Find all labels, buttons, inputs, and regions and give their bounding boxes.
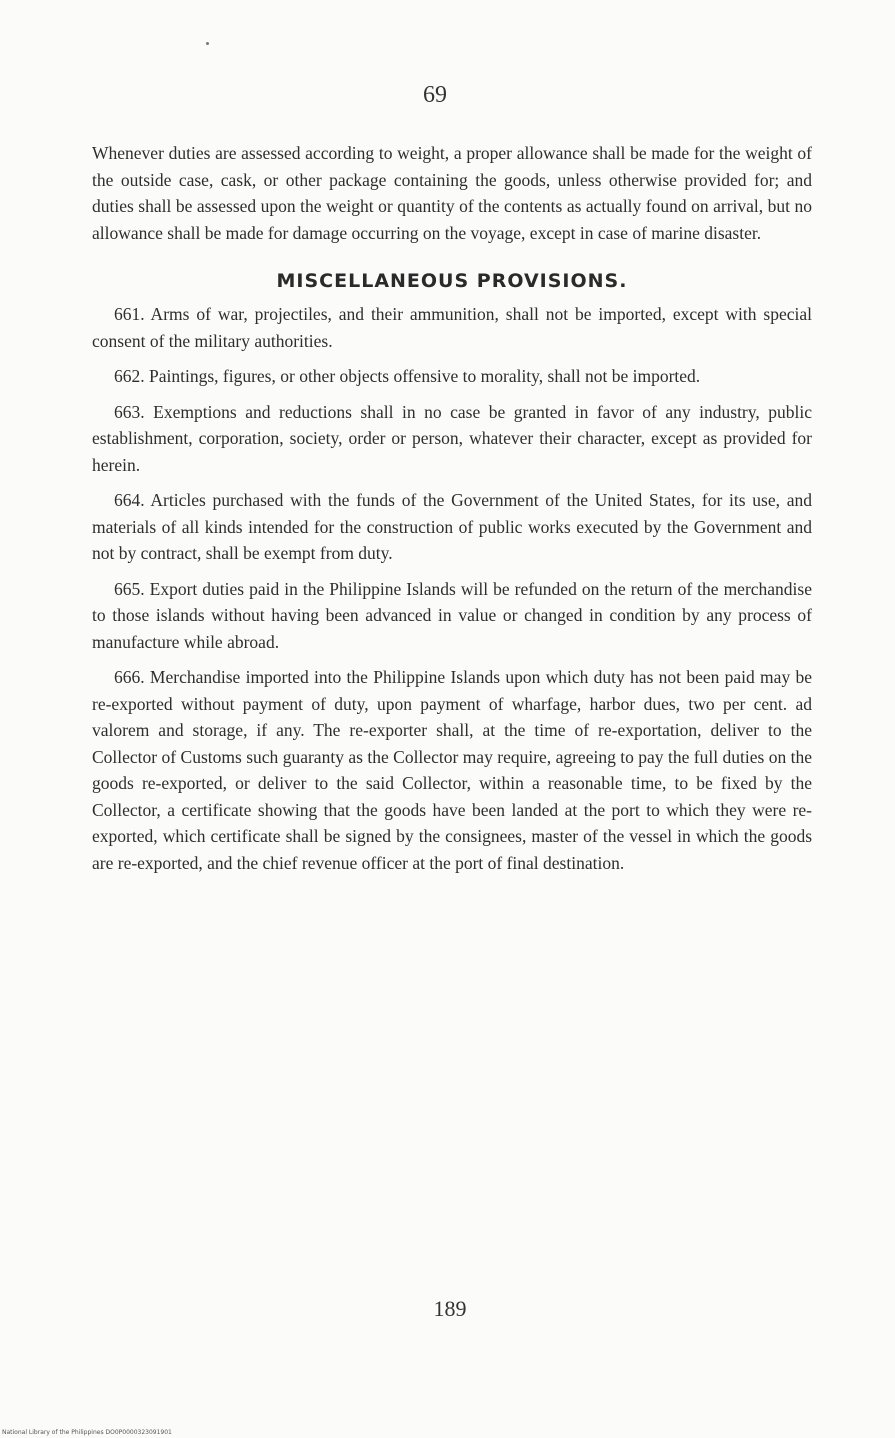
page-body	[92, 140, 812, 876]
scan-speck	[206, 42, 209, 45]
footer-credit: National Library of the Philippines DO0P0000323091901	[2, 1429, 172, 1436]
provision-665: 665. Export duties paid in the Philippine Islands will be refunded on the return of the merchandise to those islands without having been advanced in value or changed in condition by any process of manufacture while abroad.	[92, 578, 812, 652]
section-heading: MISCELLANEOUS PROVISIONS.	[276, 270, 628, 292]
provision-666: 666. Merchandise imported into the Philippine Islands upon which duty has not been paid may be re-exported without payment of duty, upon payment of wharfage, harbor dues, two per cent. ad valorem and storage, if any. The re-exporter shall, at the time of re-exportation, deliver to the Collector of Customs such guaranty as the Collector may require, agreeing to pay the full duties on the goods re-exported, or deliver to the said Collector, within a reasonable time, to be fixed by the Collector, a certificate showing that the goods have been landed at the port to which they were re-exported, which certificate shall be signed by the consignees, master of the vessel in which the goods are re-exported, and the chief revenue officer at the port of final destination.	[92, 667, 812, 873]
provision-664: 664. Articles purchased with the funds of the Government of the United States, for its use, and materials of all kinds intended for the construction of public works executed by the Government and not by contract, shall be exempt from duty.	[92, 490, 812, 563]
provision-661: 661. Arms of war, projectiles, and their ammunition, shall not be imported, except with special consent of the military authorities.	[92, 304, 812, 351]
page-number-top: 69	[423, 82, 447, 108]
intro-paragraph: Whenever duties are assessed according to weight, a proper allowance shall be made for the weight of the outside case, cask, or other package containing the goods, unless otherwise provided for; and duties shall be assessed upon the weight or quantity of the contents as actually found on arrival, but no allowance shall be made for damage occurring on the voyage, except in case of marine disaster.	[92, 143, 812, 243]
provision-662: 662. Paintings, figures, or other objects offensive to morality, shall not be imported.	[114, 366, 701, 386]
page-number-bottom: 189	[433, 1296, 467, 1321]
provision-663: 663. Exemptions and reductions shall in no case be granted in favor of any industry, public establishment, corporation, society, order or person, whatever their character, except as provided for herein.	[92, 401, 812, 475]
